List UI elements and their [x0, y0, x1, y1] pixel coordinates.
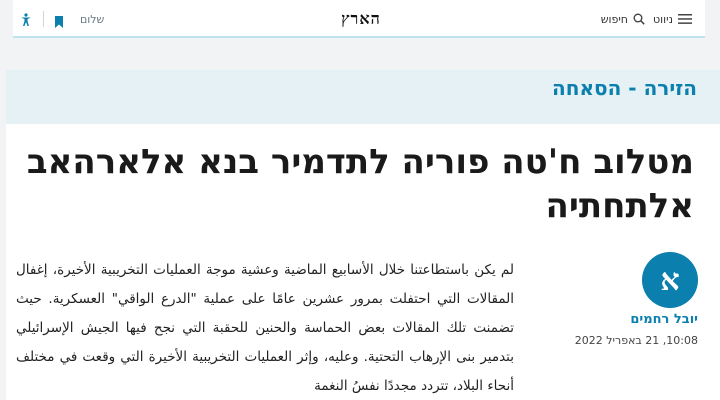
article-paragraph: لم يكن باستطاعتنا خلال الأسابيع الماضية وعشية موجة العمليات التخريبية الأخيرة، إغفال المقالات التي احتفلت بمرور عشرين عامًا على عملية "الدرع الواقي" العسكرية. حيث تضمنت تلك المقالات بعض الحماسة والحنين للحقبة التي نجح فيها الجيش الإسرائيلي بتدمير بنى الإرهاب التحتية. وعليه، وإثر العمليات التخريبية الأخيرة التي وقعت في مختلف أنحاء البلاد، تتردد مجددًا نفسُ النغمة — [16, 262, 514, 394]
search-icon — [633, 13, 645, 25]
search-label: חיפוש — [600, 12, 628, 26]
author-name-link[interactable]: יובל רחמים — [630, 312, 698, 327]
header-divider — [43, 11, 44, 27]
navigation-label: ניווט — [653, 12, 673, 26]
accessibility-icon[interactable] — [19, 12, 33, 26]
site-header — [13, 0, 705, 38]
article-body — [16, 256, 514, 400]
article-headline: מטלוב ח'טה פוריה לתדמיר בנא אלארהאב אלתחתיה — [26, 142, 694, 226]
search-button[interactable] — [601, 13, 645, 26]
section-label[interactable]: הזירה - הסאחה — [551, 76, 697, 100]
bookmark-icon[interactable] — [54, 13, 64, 25]
navigation-menu-button[interactable] — [653, 13, 705, 26]
author-avatar[interactable] — [642, 252, 698, 308]
header-nav — [601, 0, 705, 38]
user-greeting[interactable]: שלום — [80, 12, 105, 26]
article-date: 10:08, 21 באפריל 2022 — [574, 334, 698, 347]
avatar-letter: א — [660, 262, 680, 298]
site-logo[interactable]: הארץ — [341, 9, 381, 28]
header-user-area — [13, 0, 104, 38]
hamburger-menu-icon — [678, 13, 692, 25]
